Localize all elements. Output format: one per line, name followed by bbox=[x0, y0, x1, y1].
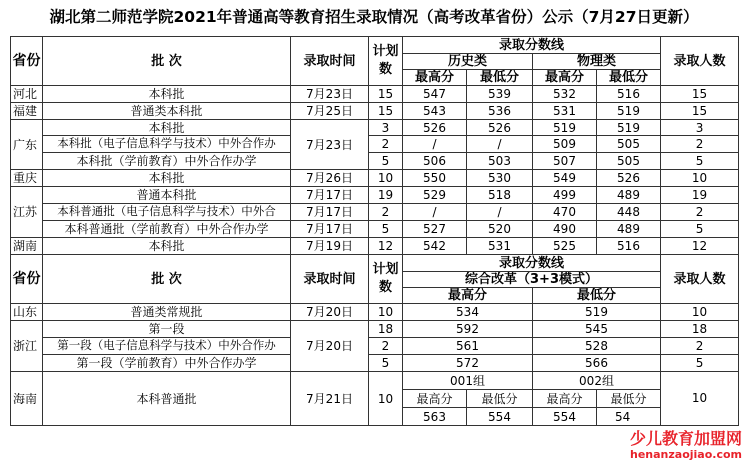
cell-time: 7月26日 bbox=[291, 170, 369, 187]
cell-plan: 15 bbox=[369, 86, 403, 103]
watermark-logo bbox=[630, 430, 742, 461]
header-admitted: 录取人数 bbox=[661, 37, 739, 86]
header-history: 历史类 bbox=[403, 54, 533, 70]
cell-plan: 10 bbox=[369, 304, 403, 321]
header2-score-line: 录取分数线 bbox=[403, 255, 661, 272]
cell-physics-min: 516 bbox=[597, 86, 661, 103]
cell-history-min: 526 bbox=[467, 120, 533, 136]
header-score-line: 录取分数线 bbox=[403, 37, 661, 54]
cell-count: 10 bbox=[661, 372, 739, 426]
cell-physics-min: 489 bbox=[597, 221, 661, 238]
cell-time: 7月19日 bbox=[291, 238, 369, 255]
cell-plan: 5 bbox=[369, 355, 403, 372]
cell-g2-min: 54 bbox=[597, 408, 661, 426]
header-time: 录取时间 bbox=[291, 37, 369, 86]
header-history-min: 最低分 bbox=[467, 70, 533, 86]
cell-physics-min: 448 bbox=[597, 204, 661, 221]
watermark-text-en: henanzaojiao.com bbox=[630, 448, 742, 461]
cell-province: 湖南 bbox=[11, 238, 43, 255]
table-row bbox=[11, 153, 739, 170]
cell-physics-min: 489 bbox=[597, 187, 661, 204]
cell-batch: 第一段（学前教育）中外合作办学 bbox=[43, 355, 291, 372]
header-plan: 计划数 bbox=[369, 37, 403, 86]
cell-batch: 本科批 bbox=[43, 238, 291, 255]
cell-history-min: 536 bbox=[467, 103, 533, 120]
cell-max: 592 bbox=[403, 321, 533, 338]
cell-g1-min: 554 bbox=[467, 408, 533, 426]
cell-batch: 第一段（电子信息科学与技术）中外合作办 bbox=[43, 338, 291, 355]
header2-batch: 批 次 bbox=[43, 255, 291, 304]
cell-province: 福建 bbox=[11, 103, 43, 120]
cell-batch: 本科批（电子信息科学与技术）中外合作办 bbox=[43, 136, 291, 153]
cell-time: 7月23日 bbox=[291, 120, 369, 170]
cell-physics-max: 549 bbox=[533, 170, 597, 187]
cell-max: 561 bbox=[403, 338, 533, 355]
cell-max: 534 bbox=[403, 304, 533, 321]
cell-g2-min-label: 最低分 bbox=[597, 390, 661, 408]
cell-plan: 2 bbox=[369, 204, 403, 221]
cell-batch: 本科批（学前教育）中外合作办学 bbox=[43, 153, 291, 170]
cell-plan: 5 bbox=[369, 221, 403, 238]
cell-physics-max: 490 bbox=[533, 221, 597, 238]
cell-min: 519 bbox=[533, 304, 661, 321]
cell-physics-min: 505 bbox=[597, 136, 661, 153]
cell-history-max: 547 bbox=[403, 86, 467, 103]
cell-physics-max: 531 bbox=[533, 103, 597, 120]
cell-batch: 本科普通批（学前教育）中外合作办学 bbox=[43, 221, 291, 238]
table-row bbox=[11, 170, 739, 187]
cell-count: 12 bbox=[661, 238, 739, 255]
cell-time: 7月17日 bbox=[291, 187, 369, 204]
header-physics-max: 最高分 bbox=[533, 70, 597, 86]
table-row bbox=[11, 321, 739, 338]
cell-physics-max: 470 bbox=[533, 204, 597, 221]
cell-province: 江苏 bbox=[11, 187, 43, 238]
cell-count: 19 bbox=[661, 187, 739, 204]
header2-time: 录取时间 bbox=[291, 255, 369, 304]
cell-time: 7月20日 bbox=[291, 321, 369, 372]
table-row bbox=[11, 86, 739, 103]
table-row bbox=[11, 304, 739, 321]
cell-g1-max-label: 最高分 bbox=[403, 390, 467, 408]
header-history-max: 最高分 bbox=[403, 70, 467, 86]
cell-group-001: 001组 bbox=[403, 372, 533, 390]
cell-batch: 本科批 bbox=[43, 120, 291, 136]
cell-physics-min: 519 bbox=[597, 103, 661, 120]
cell-history-min: 503 bbox=[467, 153, 533, 170]
cell-history-min: 530 bbox=[467, 170, 533, 187]
cell-physics-max: 532 bbox=[533, 86, 597, 103]
table-row bbox=[11, 238, 739, 255]
table-row bbox=[11, 355, 739, 372]
cell-count: 3 bbox=[661, 120, 739, 136]
cell-count: 10 bbox=[661, 170, 739, 187]
cell-plan: 18 bbox=[369, 321, 403, 338]
cell-physics-max: 507 bbox=[533, 153, 597, 170]
cell-g2-max-label: 最高分 bbox=[533, 390, 597, 408]
cell-plan: 5 bbox=[369, 153, 403, 170]
cell-count: 15 bbox=[661, 103, 739, 120]
cell-plan: 2 bbox=[369, 136, 403, 153]
cell-batch: 普通类本科批 bbox=[43, 103, 291, 120]
cell-history-max: 506 bbox=[403, 153, 467, 170]
cell-plan: 12 bbox=[369, 238, 403, 255]
cell-history-max: 543 bbox=[403, 103, 467, 120]
cell-history-max: 527 bbox=[403, 221, 467, 238]
cell-physics-min: 519 bbox=[597, 120, 661, 136]
cell-history-min: 520 bbox=[467, 221, 533, 238]
header-province: 省份 bbox=[11, 37, 43, 86]
table-row bbox=[11, 136, 739, 153]
cell-batch: 第一段 bbox=[43, 321, 291, 338]
cell-count: 5 bbox=[661, 355, 739, 372]
cell-province: 海南 bbox=[11, 372, 43, 426]
cell-count: 2 bbox=[661, 136, 739, 153]
cell-count: 5 bbox=[661, 221, 739, 238]
cell-min: 566 bbox=[533, 355, 661, 372]
table-row bbox=[11, 187, 739, 204]
admission-table bbox=[10, 36, 739, 426]
cell-min: 528 bbox=[533, 338, 661, 355]
cell-history-max: 542 bbox=[403, 238, 467, 255]
page-title: 湖北第二师范学院2021年普通高等教育招生录取情况（高考改革省份）公示（7月27日更新） bbox=[49, 8, 699, 26]
table-row bbox=[11, 204, 739, 221]
cell-time: 7月20日 bbox=[291, 304, 369, 321]
header2-max: 最高分 bbox=[403, 288, 533, 304]
cell-batch: 普通本科批 bbox=[43, 187, 291, 204]
cell-count: 10 bbox=[661, 304, 739, 321]
cell-history-min: / bbox=[467, 204, 533, 221]
cell-history-min: 518 bbox=[467, 187, 533, 204]
table-row bbox=[11, 120, 739, 136]
cell-history-max: 526 bbox=[403, 120, 467, 136]
header-batch: 批 次 bbox=[43, 37, 291, 86]
cell-batch: 本科批 bbox=[43, 170, 291, 187]
cell-max: 572 bbox=[403, 355, 533, 372]
cell-batch: 普通类常规批 bbox=[43, 304, 291, 321]
cell-history-max: / bbox=[403, 204, 467, 221]
cell-batch: 本科批 bbox=[43, 86, 291, 103]
cell-history-min: 531 bbox=[467, 238, 533, 255]
cell-count: 2 bbox=[661, 338, 739, 355]
cell-count: 18 bbox=[661, 321, 739, 338]
cell-province: 重庆 bbox=[11, 170, 43, 187]
header2-plan: 计划数 bbox=[369, 255, 403, 304]
cell-physics-max: 509 bbox=[533, 136, 597, 153]
header2-comprehensive: 综合改革（3+3模式） bbox=[403, 272, 661, 288]
cell-physics-max: 499 bbox=[533, 187, 597, 204]
cell-group-002: 002组 bbox=[533, 372, 661, 390]
cell-physics-min: 505 bbox=[597, 153, 661, 170]
cell-time: 7月21日 bbox=[291, 372, 369, 426]
cell-physics-min: 526 bbox=[597, 170, 661, 187]
cell-province: 浙江 bbox=[11, 321, 43, 372]
cell-physics-max: 525 bbox=[533, 238, 597, 255]
watermark-text-cn: 少儿教育加盟网 bbox=[629, 429, 742, 448]
cell-history-max: / bbox=[403, 136, 467, 153]
cell-plan: 3 bbox=[369, 120, 403, 136]
table-row bbox=[11, 338, 739, 355]
cell-plan: 10 bbox=[369, 170, 403, 187]
cell-plan: 15 bbox=[369, 103, 403, 120]
cell-physics-max: 519 bbox=[533, 120, 597, 136]
cell-batch: 本科普通批（电子信息科学与技术）中外合 bbox=[43, 204, 291, 221]
header2-admitted: 录取人数 bbox=[661, 255, 739, 304]
header2-min: 最低分 bbox=[533, 288, 661, 304]
cell-physics-min: 516 bbox=[597, 238, 661, 255]
header-physics-min: 最低分 bbox=[597, 70, 661, 86]
cell-time: 7月17日 bbox=[291, 221, 369, 238]
cell-time: 7月17日 bbox=[291, 204, 369, 221]
cell-plan: 2 bbox=[369, 338, 403, 355]
header2-province: 省份 bbox=[11, 255, 43, 304]
table-row bbox=[11, 103, 739, 120]
cell-plan: 10 bbox=[369, 372, 403, 426]
cell-history-max: 550 bbox=[403, 170, 467, 187]
table-row bbox=[11, 221, 739, 238]
cell-count: 15 bbox=[661, 86, 739, 103]
cell-history-max: 529 bbox=[403, 187, 467, 204]
cell-province: 河北 bbox=[11, 86, 43, 103]
header-physics: 物理类 bbox=[533, 54, 661, 70]
cell-min: 545 bbox=[533, 321, 661, 338]
cell-count: 2 bbox=[661, 204, 739, 221]
cell-province: 山东 bbox=[11, 304, 43, 321]
cell-g1-max: 563 bbox=[403, 408, 467, 426]
cell-count: 5 bbox=[661, 153, 739, 170]
cell-time: 7月23日 bbox=[291, 86, 369, 103]
cell-time: 7月25日 bbox=[291, 103, 369, 120]
cell-history-min: / bbox=[467, 136, 533, 153]
cell-g1-min-label: 最低分 bbox=[467, 390, 533, 408]
cell-g2-max: 554 bbox=[533, 408, 597, 426]
cell-plan: 19 bbox=[369, 187, 403, 204]
cell-history-min: 539 bbox=[467, 86, 533, 103]
cell-province: 广东 bbox=[11, 120, 43, 170]
table-row bbox=[11, 372, 739, 390]
cell-batch: 本科普通批 bbox=[43, 372, 291, 426]
